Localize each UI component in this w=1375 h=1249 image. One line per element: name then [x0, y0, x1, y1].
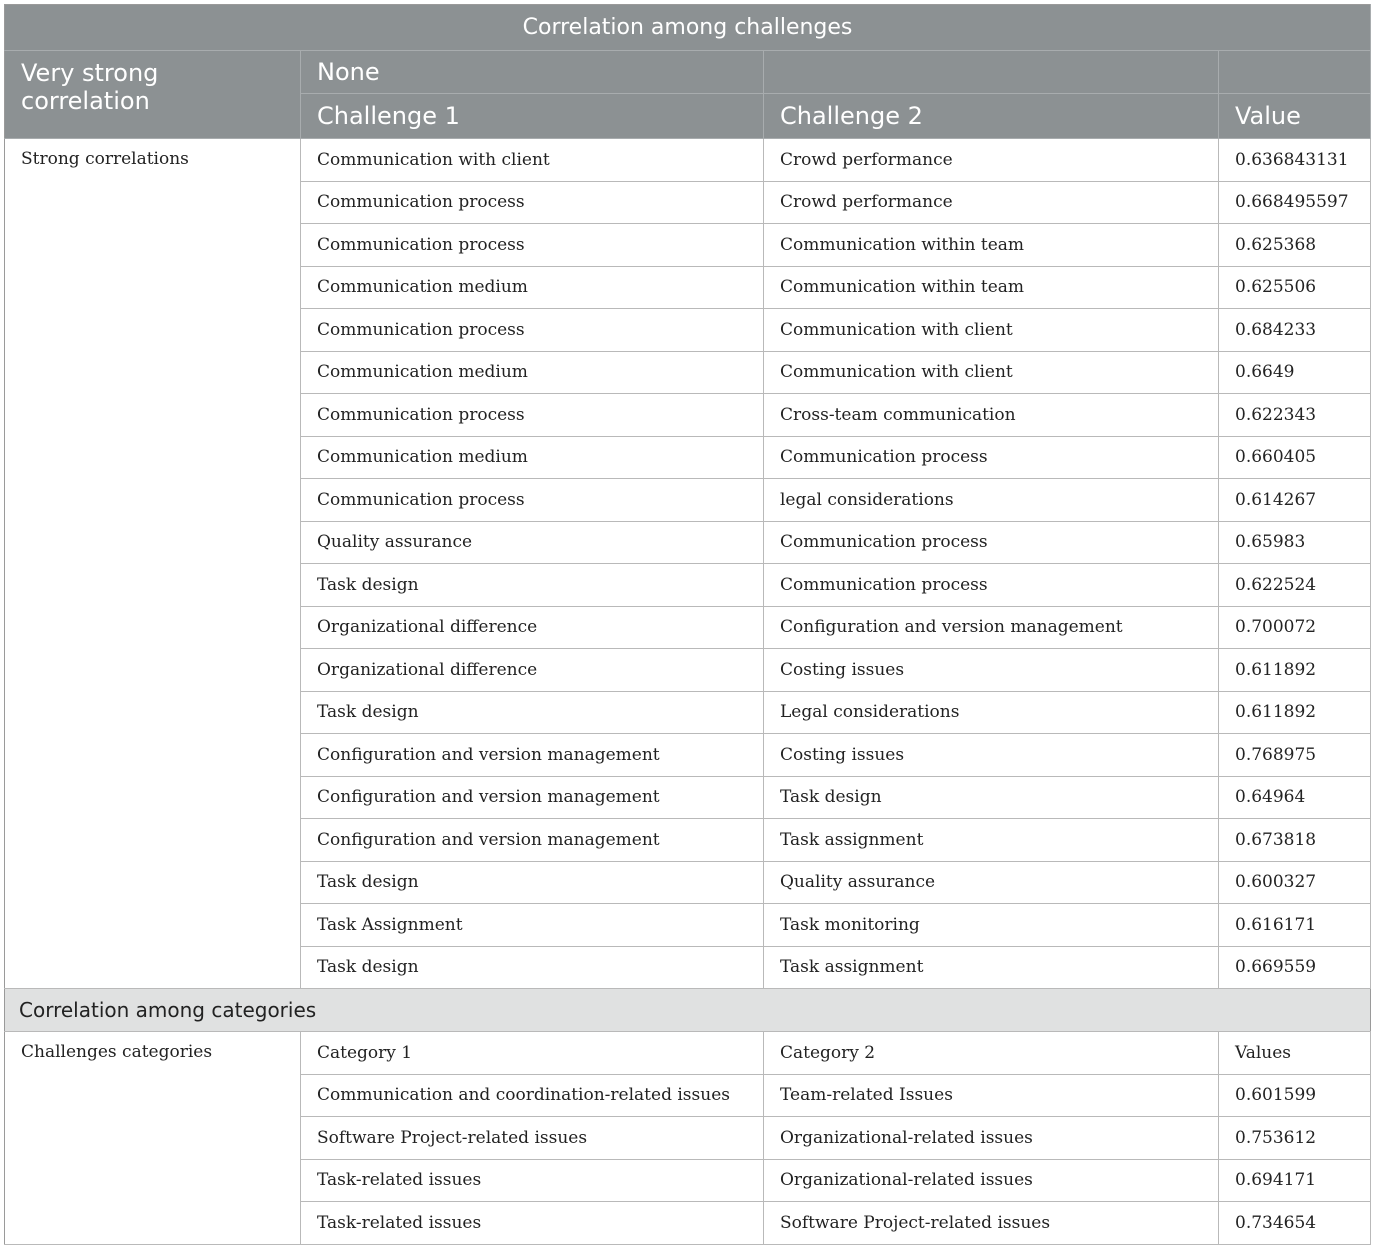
challenge-1-cell: Configuration and version management [301, 776, 764, 819]
value-cell: 0.684233 [1219, 309, 1371, 352]
challenge-2-cell: Quality assurance [764, 861, 1219, 904]
table-title-row [5, 5, 1371, 51]
challenge-1-cell: Task design [301, 861, 764, 904]
challenge-1-cell: Organizational difference [301, 649, 764, 692]
correlation-table [4, 4, 1371, 1245]
categories-section-title: Correlation among categories [5, 989, 1371, 1032]
strong-correlations-label: Strong correlations [5, 139, 301, 989]
empty-header-cell [1219, 51, 1371, 94]
category-2-cell: Organizational-related issues [764, 1117, 1219, 1160]
challenge-2-cell: Legal considerations [764, 691, 1219, 734]
value-cell: 0.700072 [1219, 606, 1371, 649]
very-strong-value: None [301, 51, 764, 94]
challenge-2-cell: Communication process [764, 436, 1219, 479]
category-1-cell: Software Project-related issues [301, 1117, 764, 1160]
challenge-1-cell: Organizational difference [301, 606, 764, 649]
category-1-cell: Task-related issues [301, 1202, 764, 1245]
empty-header-cell [764, 51, 1219, 94]
challenge-2-cell: Communication within team [764, 266, 1219, 309]
category-1-header: Category 1 [301, 1032, 764, 1075]
challenge-2-header: Challenge 2 [764, 94, 1219, 139]
value-cell: 0.673818 [1219, 819, 1371, 862]
challenge-2-cell: Task design [764, 776, 1219, 819]
challenge-1-cell: Communication medium [301, 266, 764, 309]
challenge-1-cell: Task design [301, 691, 764, 734]
challenge-2-cell: Communication within team [764, 224, 1219, 267]
challenge-1-cell: Configuration and version management [301, 734, 764, 777]
challenge-1-cell: Communication process [301, 394, 764, 437]
challenge-1-header: Challenge 1 [301, 94, 764, 139]
challenge-2-cell: legal considerations [764, 479, 1219, 522]
value-cell: 0.668495597 [1219, 181, 1371, 224]
value-cell: 0.611892 [1219, 691, 1371, 734]
value-cell: 0.625368 [1219, 224, 1371, 267]
section-header-row [5, 989, 1371, 1032]
category-2-cell: Team-related Issues [764, 1074, 1219, 1117]
challenge-2-cell: Crowd performance [764, 181, 1219, 224]
value-cell: 0.753612 [1219, 1117, 1371, 1160]
challenge-2-cell: Communication with client [764, 351, 1219, 394]
value-cell: 0.616171 [1219, 904, 1371, 947]
challenge-2-cell: Crowd performance [764, 139, 1219, 182]
values-header: Values [1219, 1032, 1371, 1075]
value-cell: 0.611892 [1219, 649, 1371, 692]
table-title: Correlation among challenges [5, 5, 1371, 51]
challenge-1-cell: Task design [301, 564, 764, 607]
challenge-2-cell: Communication process [764, 564, 1219, 607]
value-cell: 0.622524 [1219, 564, 1371, 607]
value-cell: 0.694171 [1219, 1159, 1371, 1202]
value-cell: 0.660405 [1219, 436, 1371, 479]
value-cell: 0.65983 [1219, 521, 1371, 564]
challenge-1-cell: Task Assignment [301, 904, 764, 947]
value-cell: 0.6649 [1219, 351, 1371, 394]
challenge-2-cell: Task assignment [764, 946, 1219, 989]
challenge-2-cell: Communication with client [764, 309, 1219, 352]
category-1-cell: Communication and coordination-related issues [301, 1074, 764, 1117]
value-cell: 0.600327 [1219, 861, 1371, 904]
challenge-1-cell: Quality assurance [301, 521, 764, 564]
challenge-2-cell: Costing issues [764, 734, 1219, 777]
challenge-1-cell: Communication process [301, 309, 764, 352]
challenge-1-cell: Communication process [301, 181, 764, 224]
category-2-header: Category 2 [764, 1032, 1219, 1075]
challenge-2-cell: Task monitoring [764, 904, 1219, 947]
value-cell: 0.636843131 [1219, 139, 1371, 182]
challenge-2-cell: Cross-team communication [764, 394, 1219, 437]
category-2-cell: Organizational-related issues [764, 1159, 1219, 1202]
value-header: Value [1219, 94, 1371, 139]
very-strong-label: Very strong correlation [5, 51, 301, 139]
value-cell: 0.601599 [1219, 1074, 1371, 1117]
challenges-categories-label: Challenges categories [5, 1032, 301, 1245]
value-cell: 0.614267 [1219, 479, 1371, 522]
category-1-cell: Task-related issues [301, 1159, 764, 1202]
challenge-1-cell: Communication with client [301, 139, 764, 182]
challenge-1-cell: Communication medium [301, 436, 764, 479]
category-2-cell: Software Project-related issues [764, 1202, 1219, 1245]
value-cell: 0.768975 [1219, 734, 1371, 777]
challenge-2-cell: Configuration and version management [764, 606, 1219, 649]
challenge-1-cell: Configuration and version management [301, 819, 764, 862]
value-cell: 0.669559 [1219, 946, 1371, 989]
category-header-row [5, 1032, 1371, 1075]
challenge-1-cell: Communication process [301, 224, 764, 267]
value-cell: 0.622343 [1219, 394, 1371, 437]
challenge-1-cell: Communication medium [301, 351, 764, 394]
challenge-2-cell: Communication process [764, 521, 1219, 564]
challenge-1-cell: Task design [301, 946, 764, 989]
very-strong-row [5, 51, 1371, 94]
challenge-2-cell: Costing issues [764, 649, 1219, 692]
challenge-2-cell: Task assignment [764, 819, 1219, 862]
value-cell: 0.734654 [1219, 1202, 1371, 1245]
table-row [5, 139, 1371, 182]
value-cell: 0.64964 [1219, 776, 1371, 819]
value-cell: 0.625506 [1219, 266, 1371, 309]
challenge-1-cell: Communication process [301, 479, 764, 522]
